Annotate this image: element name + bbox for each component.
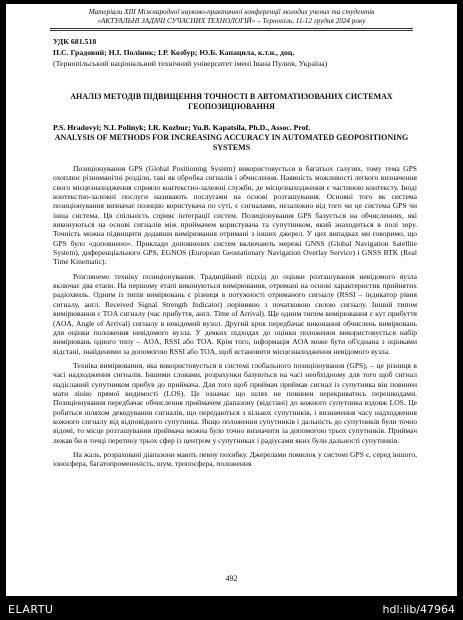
repository-name: ELARTU bbox=[8, 603, 54, 616]
paper-page bbox=[6, 4, 457, 596]
paragraph: Розглянемо техніку позиціонування. Традиційний підхід до оцінки розташування невідомого вузла включає два етапи. На першому етапі виконуються вимірювання, отримані на основі характеристик прийнятих радіохвиль. Одним із типів вимірювань є різниця в потужності отриманого сигналу (RSSI – індикатор рівня сигналу, англ. Received Signal Strength Indicator) порівняно з початковою силою сигналу. Інший типом вимірювання є TOA сигналу (час прибуття, англ. Time of Arrival). Ще одним типом вимірювання є кут прибуття (AOA, Angle of Arrival) сигналу в невідомий вузол. Другий крок передбачає виконання обчислень вимірювань для оцінки положення невідомого вузла. У деяких підходах до оцінки положення використовується набір вимірювань одного типу – AOA, RSSI або TOA. Крім того, інформація AOA може бути об'єднана з оцінками відстані, знайденими за допомогою RSSI або TOA, щоб встановити місцезнаходження невідомого вузла. bbox=[53, 271, 417, 356]
paragraph: Техніка вимірювання, яка використовується в системі глобального позиціонування (GPS), – це різниця в часі надходження сигналів. Іншими словами, розрахунки базуються на часі необхідному для того щоб сигнал надісланий супутником прибув до приймача. Для того щоб приймач приймав сигнал із супутника він повинен мати лінію прямої видимості (LOS). Це означає що шлях не повинен перекриватись перешкодами. Позиціонування передбачає обчислення приймачем діапазону (відстані) до кожного супутника вздовж LOS. Це робиться шляхом декодування сигналів, що передаються з кількох супутників, і визначення часу надходження кожного сигналу від відповідного супутника. Якщо положення супутників і дальність до супутників були точно відомі, то місце розташування приймача можна було точно визначити за допомогою трьох супутників. Приймач лежав би в точці перетину трьох сфер із центром у супутниках і радіусами яких були дальності супутників. bbox=[53, 360, 417, 445]
header-divider bbox=[50, 28, 413, 29]
conference-header-line-2: «АКТУАЛЬНІ ЗАДАЧІ СУЧАСНИХ ТЕХНОЛОГІЙ» – Тернопіль, 11-12 грудня 2024 року bbox=[97, 17, 366, 25]
handle-id: hdl:lib/47964 bbox=[382, 603, 455, 616]
header-divider-second bbox=[50, 30, 413, 31]
paragraph: На жаль, розраховані діапазони мають певну похибку. Джерелами помилок у системі GPS є, серед іншого, іоносфера, багатопромененість, шум, тропосфера, положення bbox=[53, 449, 417, 469]
repository-footer bbox=[0, 598, 463, 620]
conference-header bbox=[6, 8, 457, 26]
affiliation: (Тернопільський національний технічний університет імені Івана Пулюя, Україна) bbox=[53, 59, 328, 68]
authors-english: P.S. Hradovyi; N.I. Polinyk; I.R. Kozbur; Yu.B. Kapatsila, Ph.D., Assoc. Prof. bbox=[53, 123, 311, 132]
udk-code: УДК 681.518 bbox=[53, 37, 97, 46]
title-ukrainian: АНАЛІЗ МЕТОДІВ ПІДВИЩЕННЯ ТОЧНОСТІ В АВТОМАТИЗОВАНИХ СИСТЕМАХ ГЕОПОЗИЦІЮВАННЯ bbox=[70, 92, 393, 111]
title-english: ANALYSIS OF METHODS FOR INCREASING ACCURACY IN AUTOMATED GEOPOSITIONING SYSTEMS bbox=[54, 133, 409, 152]
paragraph: Позиціонування GPS (Global Positioning System) використовується в багатьох галузях, тому тема GPS охоплює різноманітні розділи, такі як обробка сигналів і обчислення. Наявність можливості легкого визначення свого місцезнаходження сприяло контекстно-залежні служби, де місцезнаходження є частиною контексту. Іноді контекстно-залежні послуги називають послугами на основі розташування. Основні того як система позиціонування визначає позицію користувача по суті, є сигналами, незалежно від того чи це система GPS чи інша система. Ця спільність сприяє інтеграції систем. Позиціонування GPS базується на обчисленнях, які виконуються на основі сигналів між приймачем користувача та супутником, який знаходиться в полі зору. Точність можна підвищити додавши вимірювання отримані з інших джерел. У цих випадках ми говоримо, що GPS було «доповнено». Приклади доповнених систем включають мережі GNSS (Global Navigation Satellite System), диференціального GPS, EGNOS (European Geostationary Navigation Overlay Service) і GNSS RTK (Real Time Kinematic). bbox=[53, 164, 417, 267]
article-body bbox=[53, 164, 417, 474]
page-number: 492 bbox=[225, 574, 238, 583]
conference-header-line-1: Матеріали XIII Міжнародної науково-практичної конференції молодих учених та студентів bbox=[88, 8, 375, 16]
authors-ukrainian: П.С. Градовий; Н.І. Поліник; І.Р. Козбур; Ю.Б. Капацила, к.т.н., доц. bbox=[53, 48, 295, 57]
